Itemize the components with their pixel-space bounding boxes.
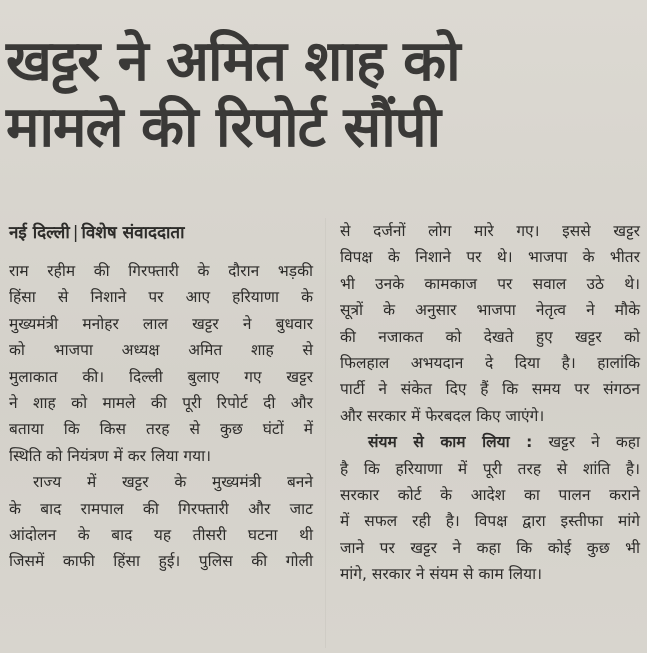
text-line: विपक्ष के निशाने पर थे। भाजपा के भीतर: [340, 248, 640, 267]
left-column: [9, 218, 313, 575]
column-divider: [325, 218, 326, 648]
text-line: हिंसा से निशाने पर आए हरियाणा के: [9, 288, 313, 307]
text-line: स्थिति को नियंत्रण में कर लिया गया।: [9, 446, 211, 465]
byline: [9, 218, 313, 248]
right-paragraph-2: [340, 429, 640, 587]
text-line: राज्य में खट्टर के मुख्यमंत्री बनने: [33, 473, 313, 492]
text-line: से दर्जनों लोग मारे गए। इससे खट्टर: [340, 222, 640, 240]
text-line: मुलाकात की। दिल्ली बुलाए गए खट्टर: [9, 367, 313, 386]
headline: [6, 29, 642, 161]
right-paragraph-1: [340, 218, 640, 429]
byline-author: विशेष संवाददाता: [81, 223, 185, 243]
text-line: की नजाकत को देखते हुए खट्टर को: [340, 327, 640, 346]
left-paragraph-1: [9, 258, 313, 469]
headline-line-2: मामले की रिपोर्ट सौंपी: [6, 95, 441, 161]
right-column: [340, 218, 640, 588]
text-line: है कि हरियाणा में पूरी तरह से शांति है।: [340, 459, 640, 478]
subheading: संयम से काम लिया :: [368, 433, 533, 452]
text-line: में सफल रही है। विपक्ष द्वारा इस्तीफा मांगे: [340, 512, 640, 531]
text-line: बताया कि किस तरह से कुछ घंटों में: [9, 420, 313, 439]
text-line: मांगे, सरकार ने संयम से काम लिया।: [340, 565, 542, 584]
text-line: आंदोलन के बाद यह तीसरी घटना थी: [9, 526, 313, 545]
text-line: को भाजपा अध्यक्ष अमित शाह से: [9, 341, 313, 360]
text-line: के बाद रामपाल की गिरफ्तारी और जाट: [9, 499, 313, 518]
text-line: और सरकार में फेरबदल किए जाएंगे।: [340, 406, 545, 425]
text-line: फिलहाल अभयदान दे दिया है। हालांकि: [340, 354, 640, 373]
text-line: सरकार कोर्ट के आदेश का पालन कराने: [340, 486, 640, 505]
text-line: जिसमें काफी हिंसा हुई। पुलिस की गोली: [9, 552, 313, 571]
text-line: ने शाह को मामले की पूरी रिपोर्ट दी और: [9, 394, 313, 413]
left-paragraph-2: [9, 469, 313, 575]
byline-separator: |: [72, 223, 79, 243]
text-line: [340, 429, 640, 455]
text-line: जाने पर खट्टर ने कहा कि कोई कुछ भी: [340, 538, 640, 557]
headline-line-1: खट्टर ने अमित शाह को: [6, 29, 460, 95]
subheading-continuation: खट्टर ने कहा: [548, 433, 640, 452]
text-line: पार्टी ने संकेत दिए हैं कि समय पर संगठन: [340, 380, 640, 399]
text-line: भी उनके कामकाज पर सवाल उठे थे।: [340, 274, 640, 293]
byline-place: नई दिल्ली: [9, 223, 70, 243]
text-line: मुख्यमंत्री मनोहर लाल खट्टर ने बुधवार: [9, 314, 313, 333]
text-line: राम रहीम की गिरफ्तारी के दौरान भड़की: [9, 262, 313, 280]
text-line: सूत्रों के अनुसार भाजपा नेतृत्व ने मौके: [340, 301, 640, 320]
